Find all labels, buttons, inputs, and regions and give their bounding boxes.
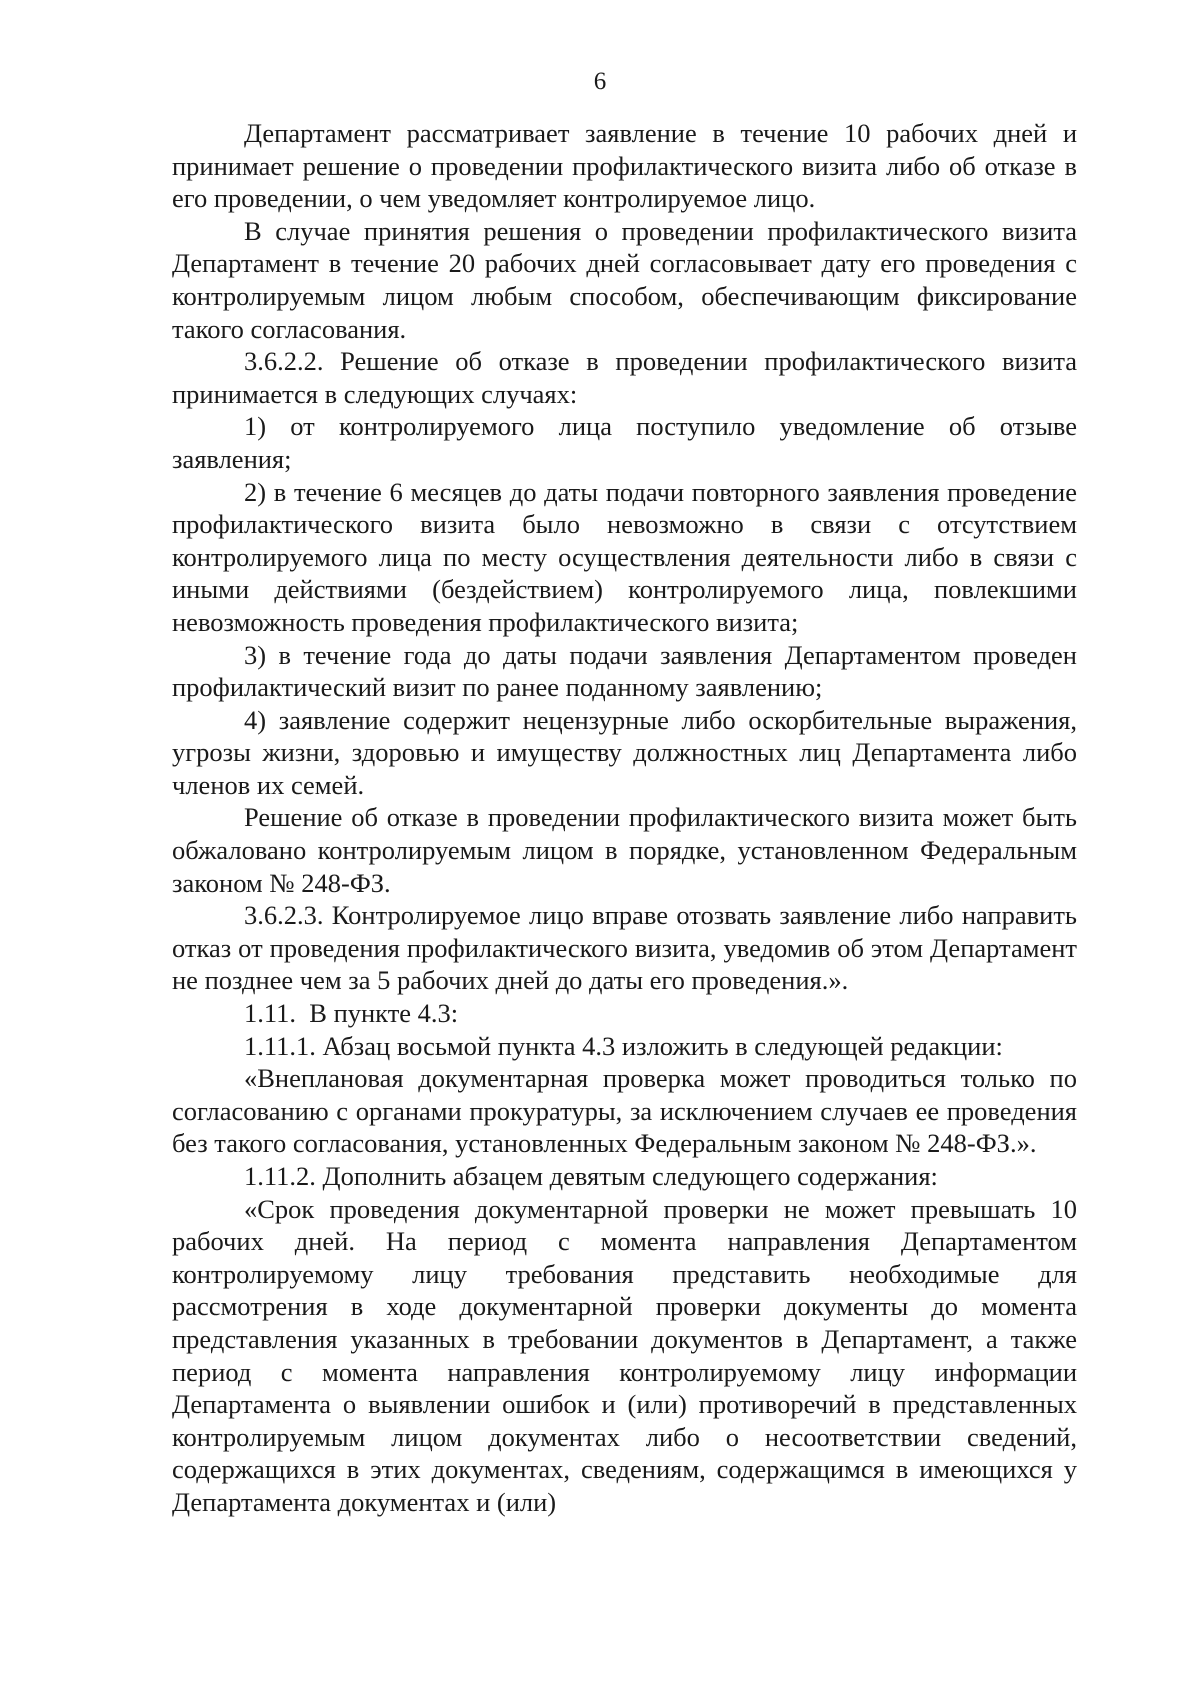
page-number: 6 — [593, 68, 607, 95]
paragraph-unscheduled-inspection: «Внеплановая документарная проверка может проводиться только по согласованию с органами прокуратуры, за исключением случаев ее проведения без такого согласования, установленных Федеральным законом № 248-ФЗ.». — [172, 1063, 1077, 1159]
paragraph-visit-date-agreement: В случае принятия решения о проведении профилактического визита Департамент в течение 20 рабочих дней согласовывает дату его проведения с контролируемым лицом любым способом, обеспечивающим фиксирование такого согласования. — [172, 215, 1077, 344]
list-item-2: 2) в течение 6 месяцев до даты подачи повторного заявления проведение профилактического визита было невозможно в связи с отсутствием контролируемого лица по месту осуществления деятельности либо в связи с иными действиями (бездействием) контролируемого лица, повлекшими невозможность проведения профилактического визита; — [172, 476, 1077, 637]
list-item-4: 4) заявление содержит нецензурные либо оскорбительные выражения, угрозы жизни, здоровью и имуществу должностных лиц Департамента либо членов их семей. — [172, 704, 1077, 800]
list-item-3: 3) в течение года до даты подачи заявления Департаментом проведен профилактический визит по ранее поданному заявлению; — [172, 639, 1077, 703]
paragraph-3-6-2-2: 3.6.2.2. Решение об отказе в проведении профилактического визита принимается в следующих случаях: — [172, 346, 1077, 409]
paragraph-1-11: 1.11. В пункте 4.3: — [244, 998, 459, 1029]
paragraph-1-11-1: 1.11.1. Абзац восьмой пункта 4.3 изложить в следующей редакции: — [244, 1030, 1003, 1061]
paragraph-department-review: Департамент рассматривает заявление в течение 10 рабочих дней и принимает решение о проведении профилактического визита либо об отказе в его проведении, о чем уведомляет контролируемое лицо. — [172, 118, 1077, 214]
paragraph-inspection-term: «Срок проведения документарной проверки не может превышать 10 рабочих дней. На период с момента направления Департаментом контролируемому лицу требования представить необходимые для рассмотрения в ходе документарной проверки документы до момента представления указанных в требовании документов в Департамент, а также период с момента направления контролируемому лицу информации Департамента о выявлении ошибок и (или) противоречий в представленных контролируемым лицом документах либо о несоответствии сведений, содержащихся в этих документах, сведениям, содержащимся в имеющихся у Департамента документах и (или) — [172, 1193, 1077, 1517]
paragraph-1-11-2: 1.11.2. Дополнить абзацем девятым следующего содержания: — [244, 1161, 938, 1191]
paragraph-appeal: Решение об отказе в проведении профилактического визита может быть обжаловано контролируемым лицом в порядке, установленном Федеральным законом № 248-ФЗ. — [172, 802, 1077, 898]
list-item-1: 1) от контролируемого лица поступило уведомление об отзыве заявления; — [172, 411, 1077, 474]
paragraph-3-6-2-3: 3.6.2.3. Контролируемое лицо вправе отозвать заявление либо направить отказ от проведения профилактического визита, уведомив об этом Департамент не позднее чем за 5 рабочих дней до даты его проведения.». — [172, 900, 1077, 996]
document-body — [172, 117, 1077, 1519]
